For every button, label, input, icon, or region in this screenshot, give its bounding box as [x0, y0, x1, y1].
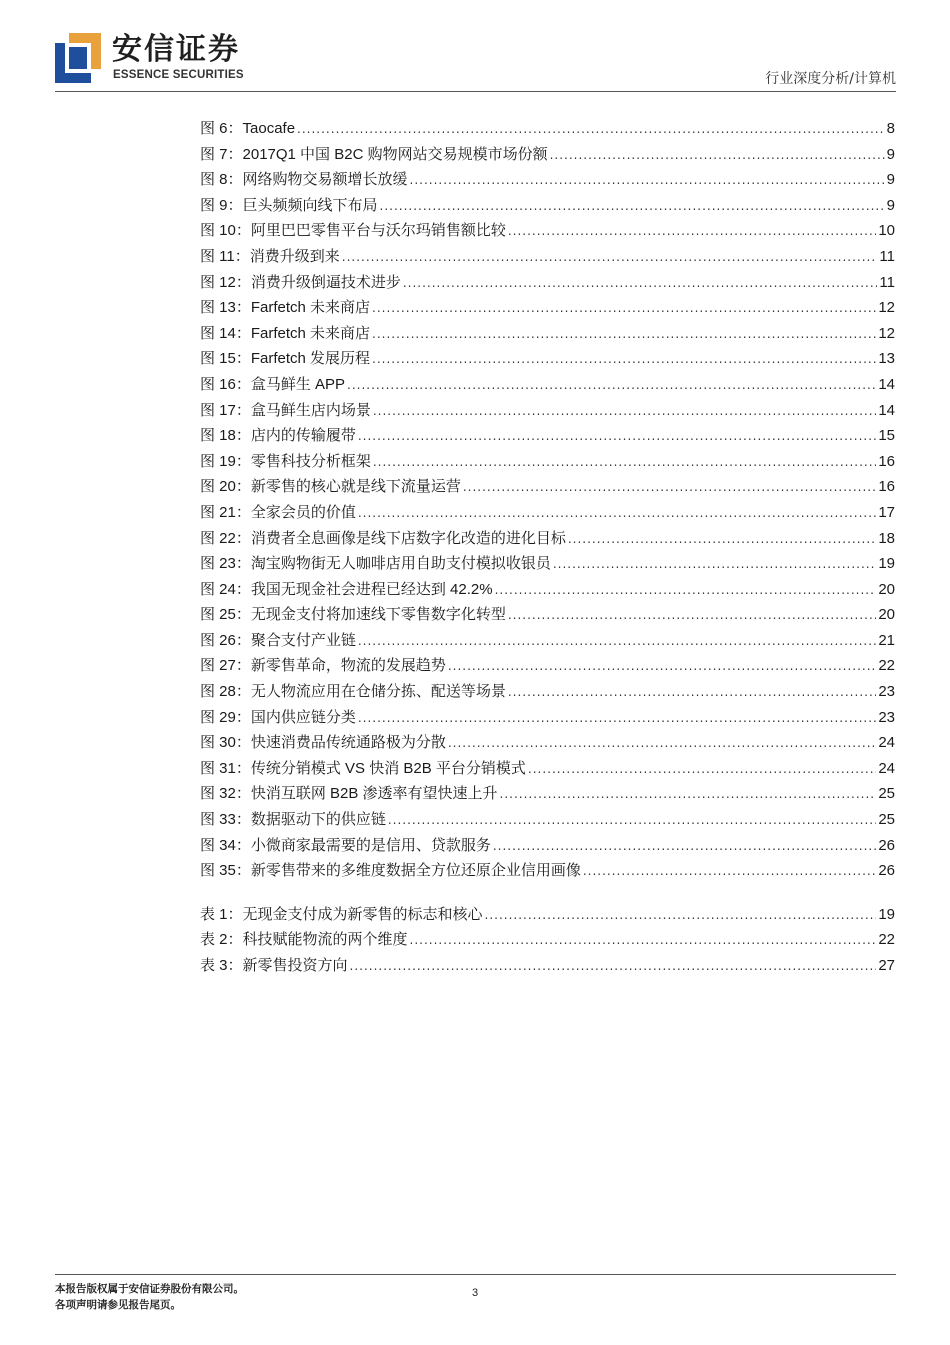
toc-entry[interactable] [200, 859, 895, 885]
toc-leader-dots [528, 762, 876, 776]
toc-entry[interactable] [200, 782, 895, 808]
toc-leader-dots [448, 736, 876, 750]
header-divider [55, 91, 896, 92]
toc-entry[interactable] [200, 603, 895, 629]
toc-entry[interactable] [200, 834, 895, 860]
toc-leader-dots [448, 659, 876, 673]
footer-divider [55, 1274, 896, 1275]
toc-entry[interactable] [200, 168, 895, 194]
toc-entry[interactable] [200, 654, 895, 680]
toc-entry[interactable] [200, 399, 895, 425]
toc-entry-page: 11 [879, 273, 895, 291]
toc-leader-dots [410, 933, 877, 947]
toc-entry-label: 图 9：巨头频频向线下布局 [200, 196, 378, 214]
toc-leader-dots [350, 959, 877, 973]
toc-entry-label: 图 19：零售科技分析框架 [200, 452, 371, 470]
toc-entry-label: 图 18：店内的传输履带 [200, 427, 356, 445]
toc-leader-dots [372, 301, 876, 315]
toc-entry-page: 11 [879, 247, 895, 265]
toc-leader-dots [493, 839, 876, 853]
toc-leader-dots [463, 480, 876, 494]
toc-leader-dots [508, 608, 876, 622]
toc-entry-page: 21 [878, 631, 895, 649]
toc-entry-label: 图 11：消费升级到来 [200, 247, 340, 265]
toc-entry-label: 图 14：Farfetch 未来商店 [200, 324, 371, 342]
essence-logo-icon [55, 33, 101, 83]
toc-entry-label: 图 28：无人物流应用在仓储分拣、配送等场景 [200, 683, 506, 701]
toc-entry-label: 图 17：盒马鲜生店内场景 [200, 401, 371, 419]
toc-entry-label: 图 12：消费升级倒逼技术进步 [200, 273, 401, 291]
toc-entry-label: 图 29：国内供应链分类 [200, 708, 356, 726]
toc-entry-page: 16 [878, 452, 895, 470]
toc-entry-page: 23 [878, 708, 895, 726]
toc-entry-page: 13 [878, 350, 895, 368]
toc-entry[interactable] [200, 808, 895, 834]
toc-entry[interactable] [200, 347, 895, 373]
toc-entry[interactable] [200, 928, 895, 954]
toc-entry-page: 20 [878, 606, 895, 624]
toc-leader-dots [583, 864, 876, 878]
page-header [0, 0, 950, 95]
toc-entry-page: 25 [878, 785, 895, 803]
toc-entry-page: 25 [878, 811, 895, 829]
toc-leader-dots [358, 711, 876, 725]
toc-entry[interactable] [200, 219, 895, 245]
toc-entry[interactable] [200, 757, 895, 783]
toc-entry-page: 22 [878, 931, 895, 949]
toc-entry-label: 图 20：新零售的核心就是线下流量运营 [200, 478, 461, 496]
toc-entry-label: 图 33：数据驱动下的供应链 [200, 811, 386, 829]
toc-leader-dots [550, 148, 885, 162]
toc-entry-page: 16 [878, 478, 895, 496]
toc-leader-dots [358, 506, 876, 520]
toc-leader-dots [347, 378, 876, 392]
toc-entry-label: 图 30：快速消费品传统通路极为分散 [200, 734, 446, 752]
toc-entry-label: 图 26：聚合支付产业链 [200, 631, 356, 649]
toc-entry[interactable] [200, 143, 895, 169]
report-category: 行业深度分析/计算机 [765, 71, 896, 87]
toc-entry[interactable] [200, 194, 895, 220]
toc-leader-dots [380, 199, 885, 213]
toc-leader-dots [373, 404, 876, 418]
toc-entry[interactable] [200, 296, 895, 322]
toc-entry-label: 图 16：盒马鲜生 APP [200, 375, 346, 393]
toc-entry[interactable] [200, 680, 895, 706]
toc-entry-label: 图 25：无现金支付将加速线下零售数字化转型 [200, 606, 506, 624]
toc-entry-label: 图 7：2017Q1 中国 B2C 购物网站交易规模市场份额 [200, 145, 548, 163]
toc-entry-page: 20 [878, 580, 895, 598]
toc-entry[interactable] [200, 731, 895, 757]
toc-entry-label: 图 13：Farfetch 未来商店 [200, 299, 371, 317]
toc-leader-dots [358, 429, 876, 443]
footer-copyright: 本报告版权属于安信证券股份有限公司。 [55, 1283, 244, 1295]
toc-entry-label: 图 23：淘宝购物街无人咖啡店用自助支付模拟收银员 [200, 555, 551, 573]
toc-leader-dots [553, 557, 876, 571]
footer-disclaimer-note: 各项声明请参见报告尾页。 [55, 1299, 181, 1311]
toc-entry-page: 19 [878, 905, 895, 923]
toc-entry-label: 图 35：新零售带来的多维度数据全方位还原企业信用画像 [200, 862, 581, 880]
toc-entry-label: 图 10：阿里巴巴零售平台与沃尔玛销售额比较 [200, 222, 506, 240]
toc-entry-label: 表 2：科技赋能物流的两个维度 [200, 931, 408, 949]
logo-chinese-name: 安信证券 [112, 32, 240, 67]
toc-entry[interactable] [200, 322, 895, 348]
toc-leader-dots [568, 532, 876, 546]
toc-leader-dots [508, 685, 876, 699]
toc-leader-dots [373, 455, 876, 469]
toc-entry[interactable] [200, 271, 895, 297]
toc-leader-dots [410, 173, 885, 187]
toc-entry[interactable] [200, 245, 895, 271]
toc-entry-label: 表 1：无现金支付成为新零售的标志和核心 [200, 905, 483, 923]
toc-entry-page: 9 [886, 171, 895, 189]
toc-entry-page: 18 [878, 529, 895, 547]
toc-entry[interactable] [200, 424, 895, 450]
toc-entry[interactable] [200, 527, 895, 553]
toc-entry-page: 17 [878, 503, 895, 521]
toc-entry-label: 图 21：全家会员的价值 [200, 503, 356, 521]
toc-entry[interactable] [200, 373, 895, 399]
toc-entry-label: 图 22：消费者全息画像是线下店数字化改造的进化目标 [200, 529, 566, 547]
toc-leader-dots [403, 276, 878, 290]
toc-entry-label: 图 34：小微商家最需要的是信用、贷款服务 [200, 836, 491, 854]
toc-entry[interactable] [200, 629, 895, 655]
toc-entry-page: 15 [878, 427, 895, 445]
toc-entry-label: 图 15：Farfetch 发展历程 [200, 350, 371, 368]
toc-leader-dots [372, 352, 876, 366]
toc-entry-page: 22 [878, 657, 895, 675]
toc-entry[interactable] [200, 450, 895, 476]
toc-entry-page: 9 [886, 145, 895, 163]
toc-leader-dots [388, 813, 876, 827]
toc-leader-dots [495, 583, 877, 597]
page-number: 3 [471, 1287, 479, 1299]
logo-english-name: ESSENCE SECURITIES [113, 69, 244, 81]
toc-entry[interactable] [200, 578, 895, 604]
toc-entry[interactable] [200, 706, 895, 732]
toc-entry[interactable] [200, 117, 895, 143]
toc-entry-label: 图 24：我国无现金社会进程已经达到 42.2% [200, 580, 493, 598]
toc-entry-label: 图 31：传统分销模式 VS 快消 B2B 平台分销模式 [200, 759, 526, 777]
toc-entry[interactable] [200, 501, 895, 527]
toc-entry[interactable] [200, 954, 895, 980]
toc-leader-dots [297, 122, 885, 136]
toc-entry-page: 12 [878, 324, 895, 342]
toc-entry[interactable] [200, 475, 895, 501]
toc-entry[interactable] [200, 552, 895, 578]
toc-entry-page: 19 [878, 555, 895, 573]
toc-entry-label: 图 6：Taocafe [200, 120, 296, 137]
toc-entry-page: 8 [886, 120, 895, 137]
table-of-contents [200, 117, 895, 980]
toc-entry-label: 表 3：新零售投资方向 [200, 957, 348, 974]
toc-leader-dots [485, 908, 877, 922]
toc-entry-label: 图 32：快消互联网 B2B 渗透率有望快速上升 [200, 785, 498, 803]
toc-entry-page: 14 [878, 401, 895, 419]
toc-entry-page: 26 [878, 836, 895, 854]
toc-entry-label: 图 8：网络购物交易额增长放缓 [200, 171, 408, 189]
toc-entry-page: 23 [878, 683, 895, 701]
toc-entry-label: 图 27：新零售革命，物流的发展趋势 [200, 657, 446, 675]
toc-leader-dots [500, 787, 877, 801]
toc-leader-dots [372, 327, 876, 341]
toc-leader-dots [508, 224, 876, 238]
toc-leader-dots [342, 250, 878, 264]
toc-entry-page: 10 [878, 222, 895, 240]
toc-entry-page: 26 [878, 862, 895, 880]
toc-entry-page: 14 [878, 375, 895, 393]
toc-entry[interactable] [200, 903, 895, 929]
toc-entry-page: 12 [878, 299, 895, 317]
toc-entry-page: 24 [878, 734, 895, 752]
toc-leader-dots [358, 634, 876, 648]
toc-entry-page: 27 [878, 957, 895, 974]
toc-entry-page: 24 [878, 759, 895, 777]
toc-entry-page: 9 [886, 196, 895, 214]
